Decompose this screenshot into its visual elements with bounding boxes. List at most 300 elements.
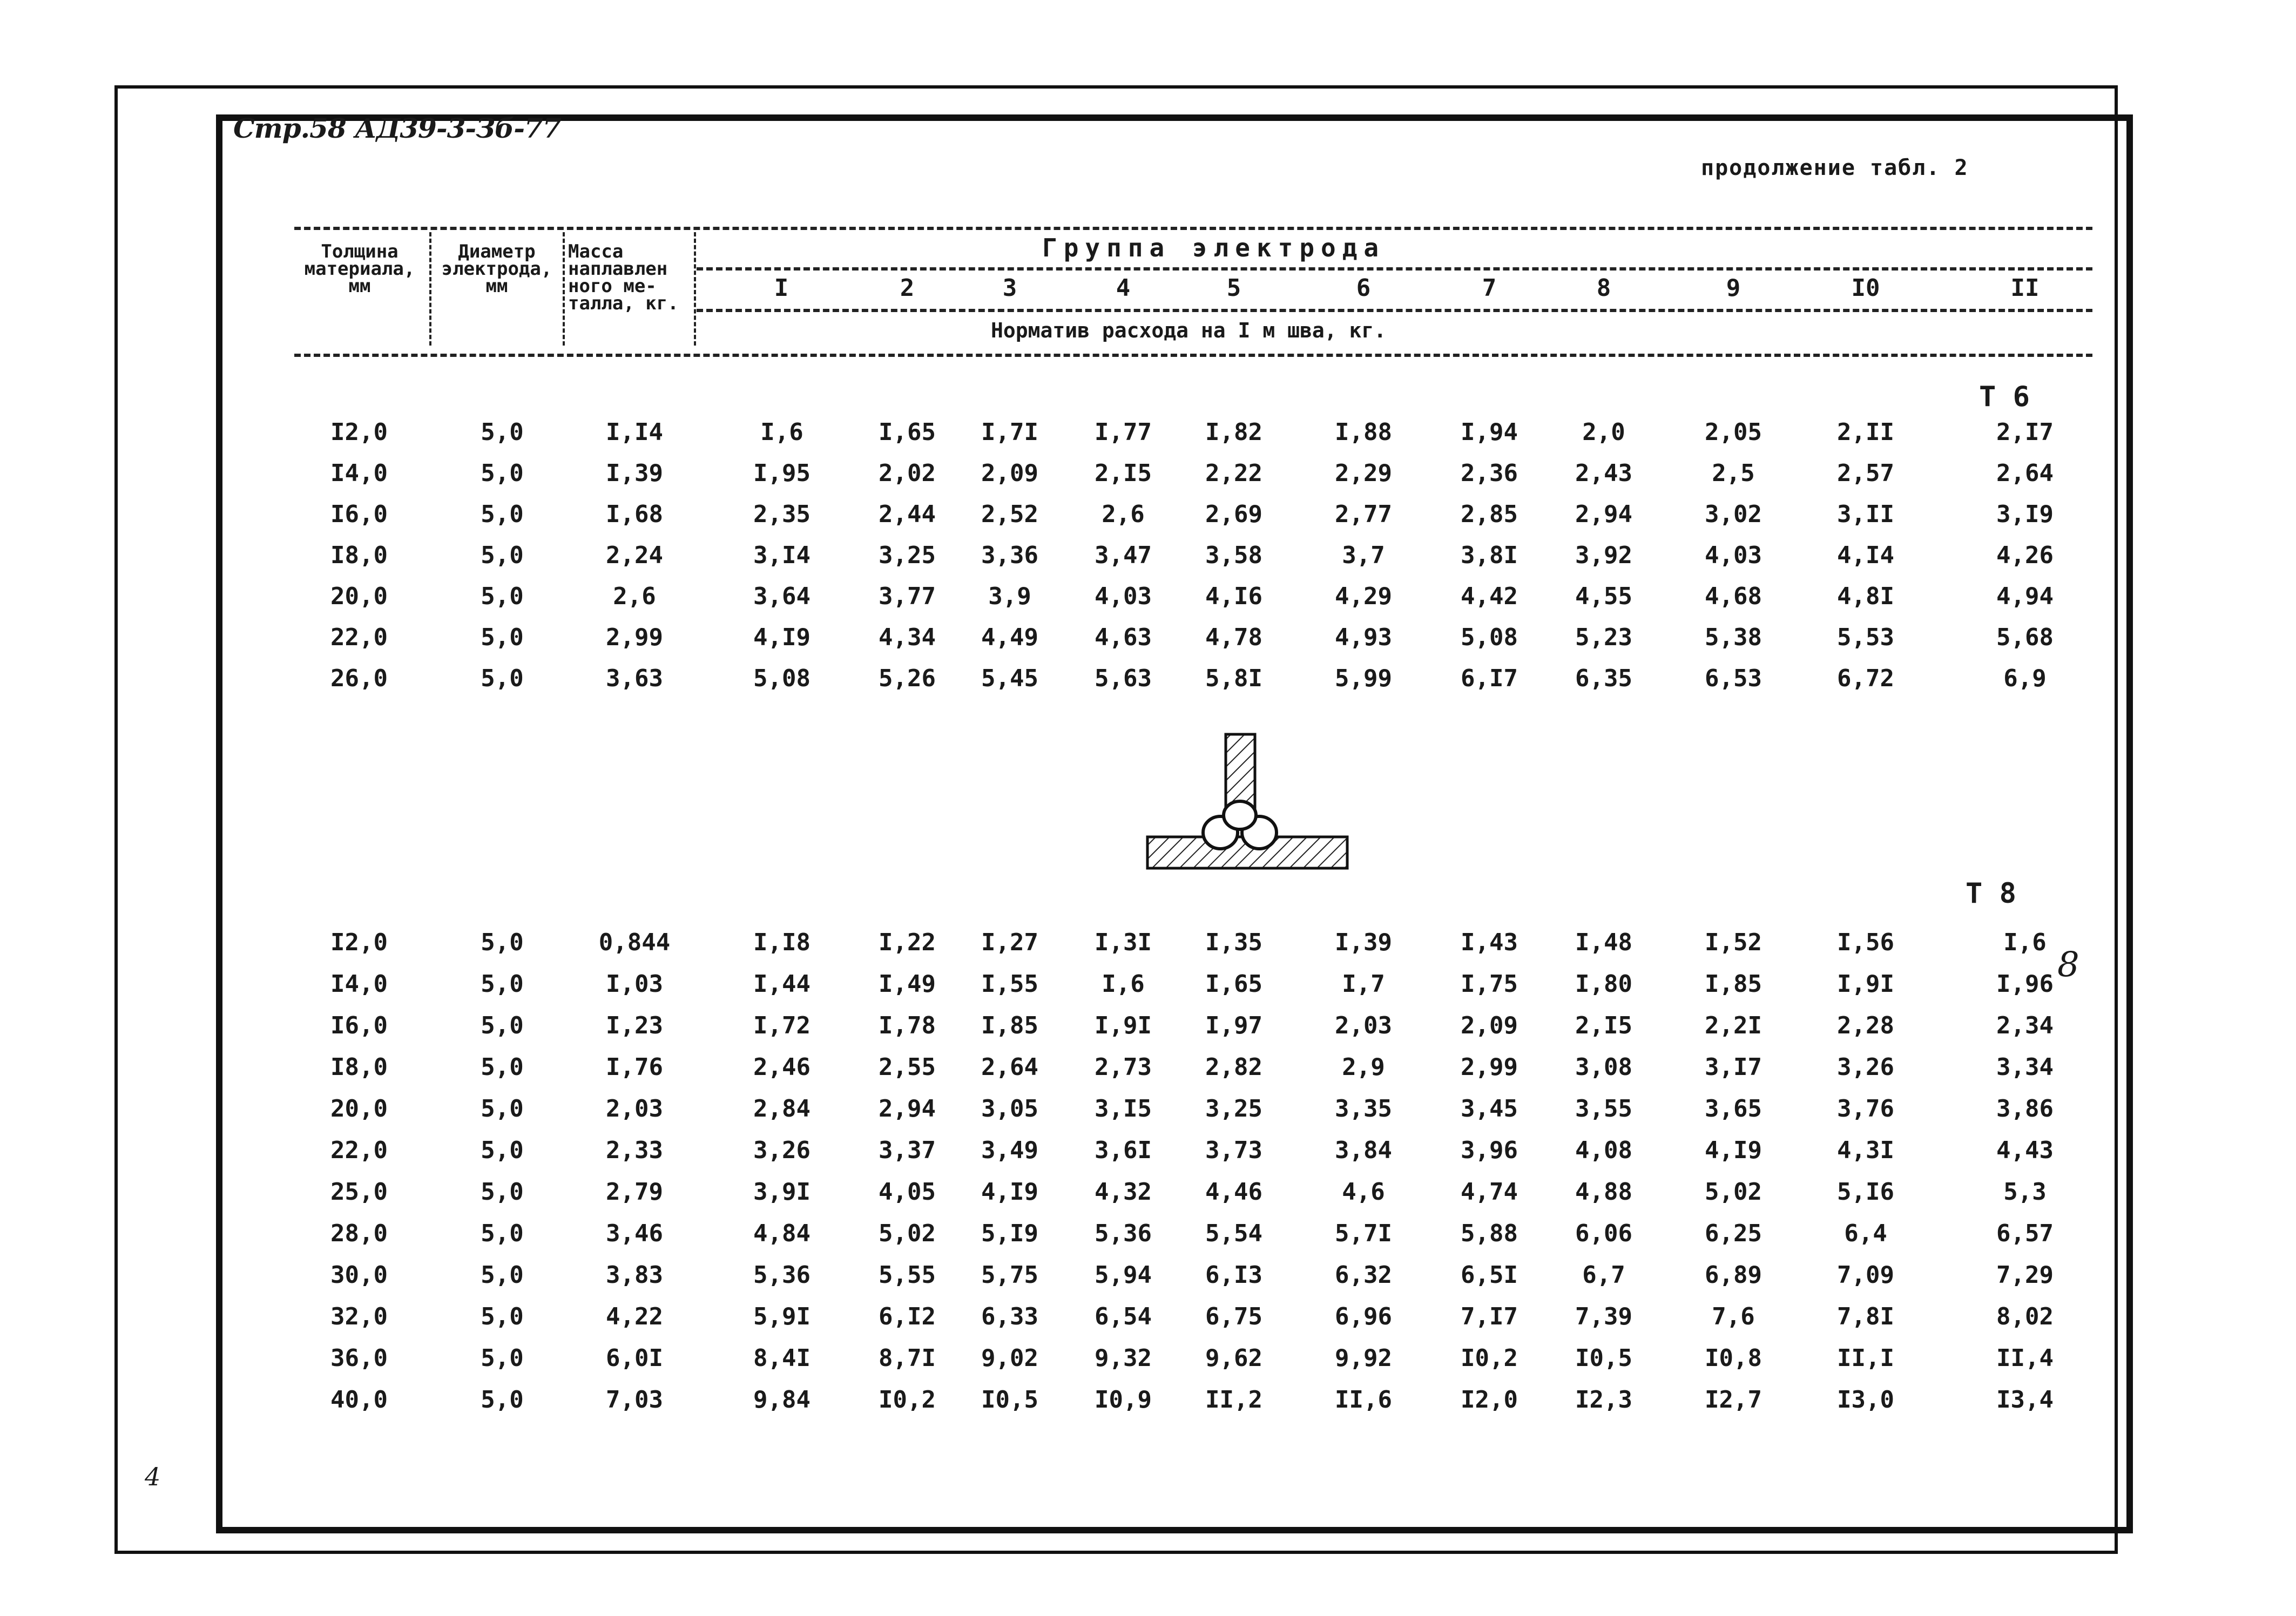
table-cell: I,49 [879,970,936,998]
table-cell: 8,02 [1996,1303,2054,1330]
table-cell: 4,05 [879,1178,936,1206]
table-cell: 5,23 [1575,624,1632,651]
table-row [0,1012,2296,1044]
table-cell: 4,42 [1461,583,1518,610]
table-cell: 5,53 [1837,624,1894,651]
table-cell: I2,7 [1705,1386,1762,1414]
table-cell: I,39 [606,459,663,487]
table-cell: I,3I [1095,929,1152,956]
table-cell: 2,69 [1205,501,1262,528]
table-cell: 2,99 [606,624,663,651]
table-cell: 4,55 [1575,583,1632,610]
table-cell: 2,I7 [1996,418,2054,446]
table-row [0,501,2296,533]
table-row [0,1303,2296,1335]
table-cell: 2,55 [879,1053,936,1081]
table-cell: 4,32 [1095,1178,1152,1206]
table-cell: 7,8I [1837,1303,1894,1330]
table-cell: 4,I9 [753,624,811,651]
table-cell: 6,25 [1705,1220,1762,1247]
table-cell: 8,7I [879,1344,936,1372]
table-cell: 4,43 [1996,1137,2054,1164]
table-cell: II,2 [1205,1386,1262,1414]
table-cell: I,76 [606,1053,663,1081]
table-cell: 5,0 [481,1053,524,1081]
table-cell: 5,55 [879,1261,936,1289]
table-cell: 4,74 [1461,1178,1518,1206]
table-cell: I,82 [1205,418,1262,446]
table-cell: I0,9 [1095,1386,1152,1414]
group-col-number: I0 [1851,274,1880,302]
header-mass: Масса наплавлен ного ме- талла, кг. [568,241,679,314]
table-row [0,1220,2296,1252]
table-row [0,929,2296,961]
group-col-number: 5 [1226,274,1241,302]
table-cell: 5,02 [1705,1178,1762,1206]
table-cell: 5,0 [481,1220,524,1247]
table-row [0,1178,2296,1211]
table-cell: 4,78 [1205,624,1262,651]
header-diameter: Диаметр электрода, мм [441,241,552,297]
table-cell: 3,84 [1335,1137,1392,1164]
table-row [0,1261,2296,1294]
table-cell: 2,6 [1102,501,1145,528]
table-cell: 6,9 [2003,665,2047,692]
table-row [0,624,2296,656]
table-cell: I,23 [606,1012,663,1039]
table-cell: 2,73 [1095,1053,1152,1081]
table-cell: 6,I3 [1205,1261,1262,1289]
document-stamp: Стр.58 АД39-3-Зб-77 [233,112,561,144]
table-cell: 5,3 [2003,1178,2047,1206]
table-cell: 2,94 [879,1095,936,1123]
table-cell: 5,26 [879,665,936,692]
table-cell: I,56 [1837,929,1894,956]
table-cell: 5,8I [1205,665,1262,692]
table-cell: 2,34 [1996,1012,2054,1039]
table-cell: 2,0 [1582,418,1625,446]
table-cell: 2,6 [613,583,656,610]
table-cell: I,85 [981,1012,1038,1039]
table-cell: 4,8I [1837,583,1894,610]
table-cell: I,22 [879,929,936,956]
table-cell: 4,I9 [981,1178,1038,1206]
table-cell: I0,2 [879,1386,936,1414]
table-cell: 6,33 [981,1303,1038,1330]
table-row [0,970,2296,1003]
table-cell: 6,4 [1844,1220,1887,1247]
table-cell: 2,35 [753,501,811,528]
table-cell: I,77 [1095,418,1152,446]
header-rule-numbers [697,309,2092,312]
table-cell: I,I4 [606,418,663,446]
table-cell: 2,52 [981,501,1038,528]
table-cell: I,85 [1705,970,1762,998]
table-cell: I,88 [1335,418,1392,446]
table-cell: 3,I4 [753,542,811,569]
table-cell: I,78 [879,1012,936,1039]
table-cell: 5,0 [481,1178,524,1206]
table-cell: 3,08 [1575,1053,1632,1081]
table-cell: 2,2I [1705,1012,1762,1039]
table-cell: I0,8 [1705,1344,1762,1372]
group-col-number: II [2010,274,2040,302]
table-cell: 9,84 [753,1386,811,1414]
table-cell: I4,0 [330,459,388,487]
table-cell: 4,I6 [1205,583,1262,610]
table-cell: I8,0 [330,542,388,569]
table-cell: 5,75 [981,1261,1038,1289]
table-row [0,542,2296,574]
table-cell: 6,7 [1582,1261,1625,1289]
table-cell: 5,99 [1335,665,1392,692]
table-cell: 5,36 [753,1261,811,1289]
table-cell: 26,0 [330,665,388,692]
table-cell: 3,35 [1335,1095,1392,1123]
table-cell: 4,88 [1575,1178,1632,1206]
group-col-number: 3 [1002,274,1017,302]
table-cell: 2,94 [1575,501,1632,528]
table-cell: 5,0 [481,1095,524,1123]
table-row [0,1095,2296,1127]
table-cell: 2,77 [1335,501,1392,528]
table-cell: 3,6I [1095,1137,1152,1164]
table-cell: 7,6 [1712,1303,1755,1330]
table-cell: 5,0 [481,542,524,569]
table-cell: 2,03 [1335,1012,1392,1039]
table-cell: 5,0 [481,1303,524,1330]
table-cell: 3,77 [879,583,936,610]
table-cell: 5,7I [1335,1220,1392,1247]
table-cell: I,6 [1102,970,1145,998]
table-cell: 20,0 [330,1095,388,1123]
table-cell: 6,75 [1205,1303,1262,1330]
table-cell: 4,03 [1705,542,1762,569]
table-cell: 7,09 [1837,1261,1894,1289]
table-cell: I,9I [1095,1012,1152,1039]
table-cell: 5,54 [1205,1220,1262,1247]
table-cell: 2,64 [981,1053,1038,1081]
table-cell: 5,0 [481,1344,524,1372]
table-cell: 5,I6 [1837,1178,1894,1206]
table-cell: 6,53 [1705,665,1762,692]
table-cell: II,I [1837,1344,1894,1372]
table-cell: I,44 [753,970,811,998]
electrode-group-title: Группа электрода [1042,233,1386,262]
table-cell: 25,0 [330,1178,388,1206]
table-cell: 4,94 [1996,583,2054,610]
table-cell: 3,63 [606,665,663,692]
table-cell: 4,6 [1342,1178,1385,1206]
table-cell: I3,4 [1996,1386,2054,1414]
group-col-number: 8 [1596,274,1611,302]
table-cell: 3,25 [879,542,936,569]
table-cell: 2,36 [1461,459,1518,487]
table-cell: 3,92 [1575,542,1632,569]
table-cell: I,39 [1335,929,1392,956]
table-cell: 5,38 [1705,624,1762,651]
table-cell: 2,28 [1837,1012,1894,1039]
table-cell: I,52 [1705,929,1762,956]
table-cell: 5,0 [481,501,524,528]
table-cell: 3,25 [1205,1095,1262,1123]
table-cell: 6,0I [606,1344,663,1372]
table-cell: 5,45 [981,665,1038,692]
table-cell: I,94 [1461,418,1518,446]
table-cell: 6,89 [1705,1261,1762,1289]
table-cell: 4,22 [606,1303,663,1330]
table-cell: 2,85 [1461,501,1518,528]
table-cell: 22,0 [330,1137,388,1164]
table-cell: 5,63 [1095,665,1152,692]
table-row [0,1344,2296,1377]
table-cell: 7,I7 [1461,1303,1518,1330]
table-cell: 2,46 [753,1053,811,1081]
table-cell: 2,29 [1335,459,1392,487]
table-cell: 9,92 [1335,1344,1392,1372]
table-cell: I,96 [1996,970,2054,998]
table-cell: 3,05 [981,1095,1038,1123]
table-cell: I2,0 [1461,1386,1518,1414]
table-cell: I,43 [1461,929,1518,956]
table-cell: 2,09 [1461,1012,1518,1039]
table-cell: 6,I2 [879,1303,936,1330]
table-cell: 3,8I [1461,542,1518,569]
table-row [0,459,2296,492]
table-cell: 4,I4 [1837,542,1894,569]
table-cell: 2,43 [1575,459,1632,487]
header-divider-2 [563,232,565,346]
table-cell: 2,03 [606,1095,663,1123]
table-cell: 7,39 [1575,1303,1632,1330]
table-cell: 5,0 [481,1137,524,1164]
table-cell: 2,44 [879,501,936,528]
table-cell: 2,II [1837,418,1894,446]
table-cell: 36,0 [330,1344,388,1372]
table-cell: 2,09 [981,459,1038,487]
group-col-number: 2 [900,274,915,302]
table-continuation-label: продолжение табл. 2 [1701,155,1969,180]
table-cell: 4,3I [1837,1137,1894,1164]
table-cell: 6,72 [1837,665,1894,692]
table-cell: 4,46 [1205,1178,1262,1206]
table-row [0,1137,2296,1169]
table-cell: I0,5 [1575,1344,1632,1372]
header-rule-bottom [294,354,2092,357]
table-cell: 5,0 [481,418,524,446]
table-cell: 5,88 [1461,1220,1518,1247]
table-cell: 6,5I [1461,1261,1518,1289]
table-cell: I,03 [606,970,663,998]
section-mark-t8: Т 8 [1966,877,2016,910]
table-cell: I8,0 [330,1053,388,1081]
table-cell: I,6 [760,418,803,446]
table-cell: II,4 [1996,1344,2054,1372]
table-cell: 3,9 [988,583,1031,610]
table-cell: 40,0 [330,1386,388,1414]
table-cell: 22,0 [330,624,388,651]
table-cell: 3,7 [1342,542,1385,569]
table-cell: 3,76 [1837,1095,1894,1123]
table-cell: 3,I7 [1705,1053,1762,1081]
table-cell: 28,0 [330,1220,388,1247]
table-cell: 3,I9 [1996,501,2054,528]
table-cell: 7,29 [1996,1261,2054,1289]
table-cell: 20,0 [330,583,388,610]
header-divider-1 [429,232,431,346]
table-cell: I,97 [1205,1012,1262,1039]
table-cell: 4,34 [879,624,936,651]
group-col-number: I [774,274,789,302]
table-cell: 2,64 [1996,459,2054,487]
table-cell: 5,0 [481,970,524,998]
table-cell: I2,0 [330,418,388,446]
header-rule-group [697,267,2092,271]
table-cell: 2,57 [1837,459,1894,487]
table-cell: 3,46 [606,1220,663,1247]
table-cell: 6,32 [1335,1261,1392,1289]
table-cell: I4,0 [330,970,388,998]
table-cell: I6,0 [330,501,388,528]
table-cell: I,72 [753,1012,811,1039]
table-cell: 4,49 [981,624,1038,651]
table-cell: 7,03 [606,1386,663,1414]
table-cell: 4,08 [1575,1137,1632,1164]
table-cell: 2,99 [1461,1053,1518,1081]
table-cell: 6,57 [1996,1220,2054,1247]
group-col-number: 9 [1726,274,1741,302]
table-cell: 2,5 [1712,459,1755,487]
table-cell: 6,96 [1335,1303,1392,1330]
table-cell: I,68 [606,501,663,528]
handwritten-annotation: 8 [2057,945,2079,985]
consumption-norm-title: Норматив расхода на I м шва, кг. [991,319,1387,342]
table-cell: I,55 [981,970,1038,998]
table-cell: I0,5 [981,1386,1038,1414]
table-cell: 3,9I [753,1178,811,1206]
table-cell: 3,37 [879,1137,936,1164]
table-row [0,1053,2296,1086]
table-cell: 2,82 [1205,1053,1262,1081]
table-cell: I,I8 [753,929,811,956]
table-cell: 2,24 [606,542,663,569]
table-cell: 4,29 [1335,583,1392,610]
table-row [0,665,2296,697]
table-cell: I,9I [1837,970,1894,998]
table-cell: I,65 [879,418,936,446]
table-cell: 8,4I [753,1344,811,1372]
table-cell: 3,I5 [1095,1095,1152,1123]
table-cell: 3,26 [1837,1053,1894,1081]
table-cell: 4,93 [1335,624,1392,651]
table-cell: I0,2 [1461,1344,1518,1372]
table-cell: I,48 [1575,929,1632,956]
table-cell: 30,0 [330,1261,388,1289]
table-cell: 5,08 [1461,624,1518,651]
table-cell: I,80 [1575,970,1632,998]
table-row [0,418,2296,451]
table-cell: I,65 [1205,970,1262,998]
table-cell: 5,08 [753,665,811,692]
table-cell: 3,58 [1205,542,1262,569]
table-cell: 3,47 [1095,542,1152,569]
table-cell: 5,0 [481,1012,524,1039]
table-row [0,583,2296,615]
table-cell: I3,0 [1837,1386,1894,1414]
table-cell: I,35 [1205,929,1262,956]
table-cell: 3,49 [981,1137,1038,1164]
table-cell: I,75 [1461,970,1518,998]
table-cell: I,6 [2003,929,2047,956]
table-cell: 9,32 [1095,1344,1152,1372]
table-cell: 6,54 [1095,1303,1152,1330]
table-cell: 2,I5 [1575,1012,1632,1039]
table-cell: 5,I9 [981,1220,1038,1247]
header-divider-3 [694,232,696,346]
table-cell: 9,62 [1205,1344,1262,1372]
table-cell: II,6 [1335,1386,1392,1414]
table-cell: 5,94 [1095,1261,1152,1289]
table-cell: 3,34 [1996,1053,2054,1081]
table-cell: 2,9 [1342,1053,1385,1081]
table-cell: 3,45 [1461,1095,1518,1123]
table-cell: 5,0 [481,1261,524,1289]
table-cell: 3,26 [753,1137,811,1164]
header-rule-top [294,227,2092,230]
tee-weld-joint-diagram [1139,729,1355,891]
table-cell: 4,26 [1996,542,2054,569]
table-cell: 3,96 [1461,1137,1518,1164]
table-cell: 5,36 [1095,1220,1152,1247]
table-cell: 2,33 [606,1137,663,1164]
table-cell: 4,I9 [1705,1137,1762,1164]
table-cell: 5,0 [481,1386,524,1414]
table-cell: 5,0 [481,459,524,487]
table-cell: I6,0 [330,1012,388,1039]
header-thickness: Толщина материала, мм [304,241,415,297]
table-cell: 3,II [1837,501,1894,528]
table-cell: 9,02 [981,1344,1038,1372]
group-col-number: 4 [1116,274,1131,302]
table-cell: 32,0 [330,1303,388,1330]
table-cell: 2,84 [753,1095,811,1123]
table-cell: 3,73 [1205,1137,1262,1164]
table-cell: 3,83 [606,1261,663,1289]
table-row [0,1386,2296,1418]
table-cell: 6,35 [1575,665,1632,692]
table-cell: I2,0 [330,929,388,956]
table-cell: 6,06 [1575,1220,1632,1247]
group-col-number: 6 [1356,274,1371,302]
table-cell: 4,68 [1705,583,1762,610]
table-cell: I,27 [981,929,1038,956]
table-cell: 3,86 [1996,1095,2054,1123]
table-cell: 2,02 [879,459,936,487]
table-cell: I,95 [753,459,811,487]
group-col-number: 7 [1482,274,1497,302]
table-cell: 4,63 [1095,624,1152,651]
table-cell: I,7 [1342,970,1385,998]
table-cell: 5,0 [481,929,524,956]
table-cell: 2,79 [606,1178,663,1206]
table-cell: 4,03 [1095,583,1152,610]
table-cell: I2,3 [1575,1386,1632,1414]
table-cell: 5,68 [1996,624,2054,651]
section-mark-t6: Т 6 [1979,381,2030,413]
page-number: 4 [145,1462,161,1491]
table-cell: 2,I5 [1095,459,1152,487]
table-cell: 2,22 [1205,459,1262,487]
